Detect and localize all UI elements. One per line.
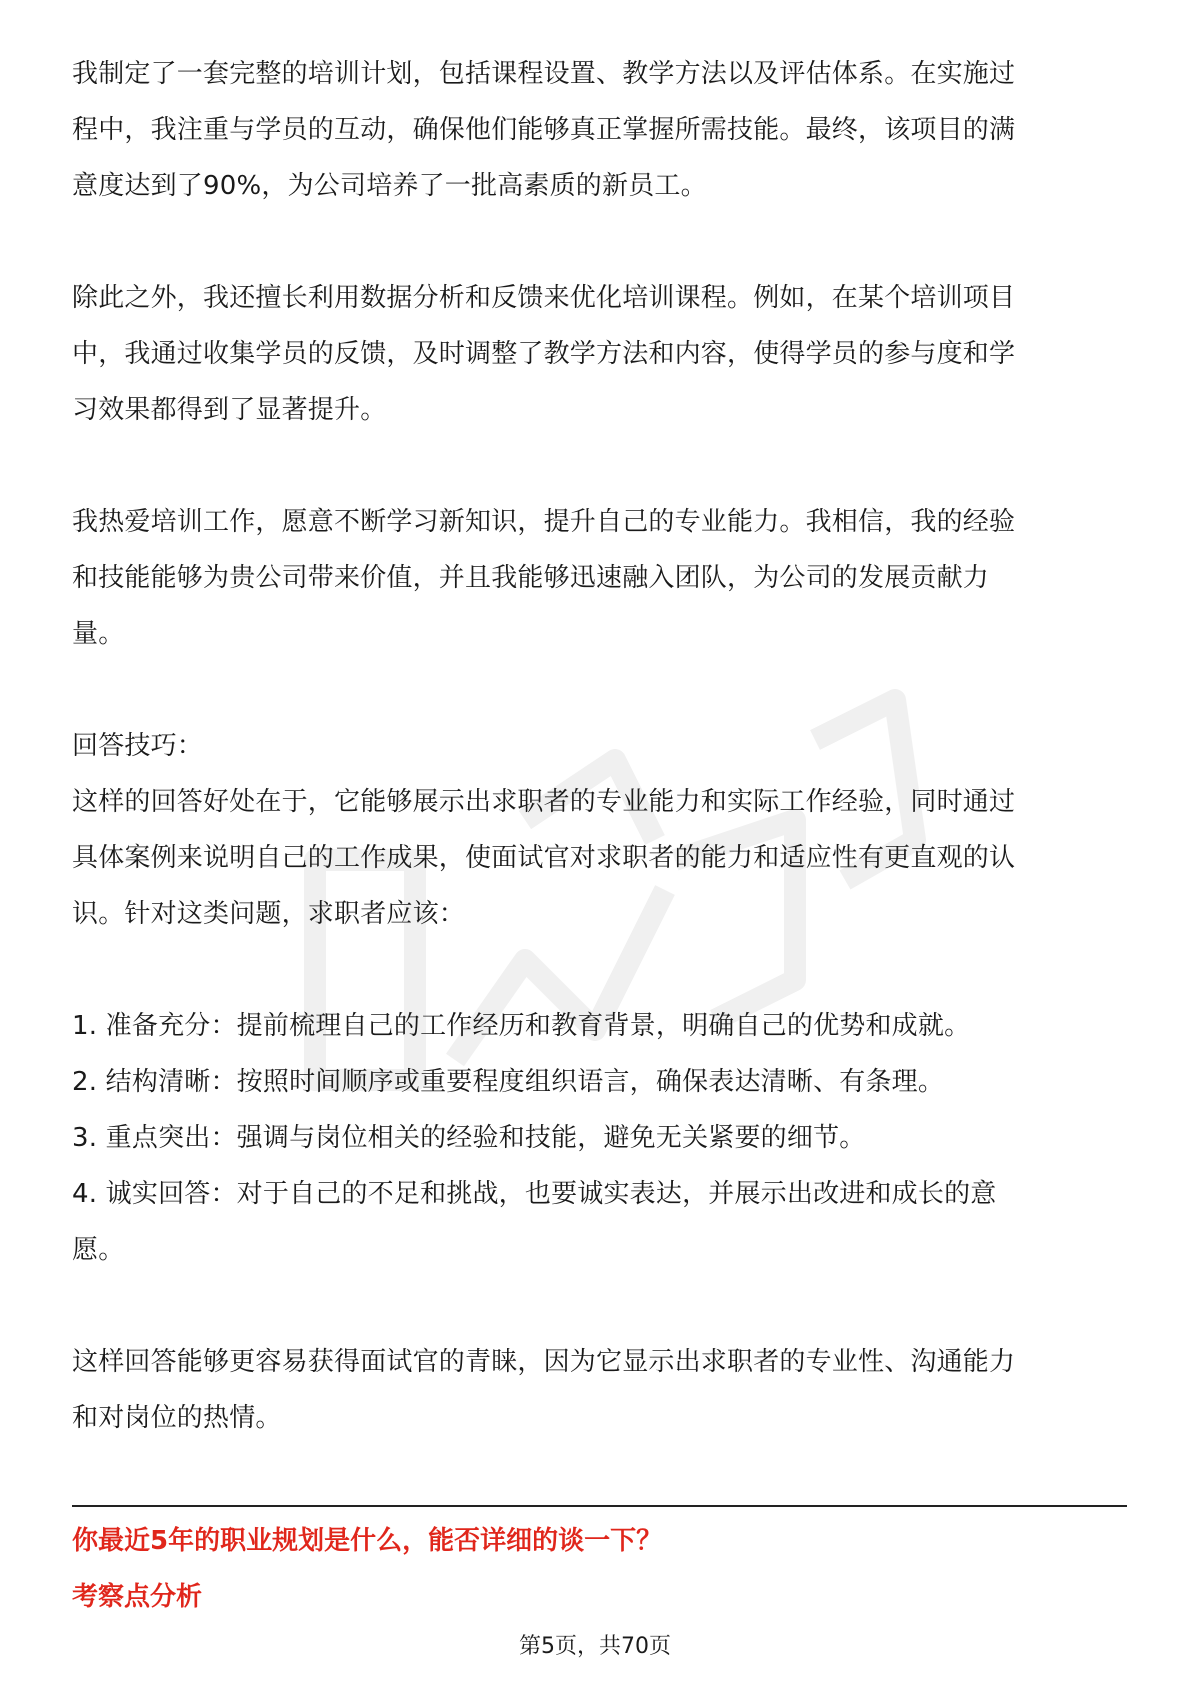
text-line: 中，我通过收集学员的反馈，及时调整了教学方法和内容，使得学员的参与度和学 bbox=[72, 339, 1016, 369]
tips-heading: 回答技巧： bbox=[72, 731, 204, 761]
text-line: 除此之外，我还擅长利用数据分析和反馈来优化培训课程。例如，在某个培训项目 bbox=[72, 283, 1016, 313]
page-number: 第5页，共70页 bbox=[519, 1634, 671, 1659]
text-line: 具体案例来说明自己的工作成果，使面试官对求职者的能力和适应性有更直观的认 bbox=[72, 843, 1016, 873]
paragraph-passion bbox=[72, 494, 1127, 662]
text-line: 程中，我注重与学员的互动，确保他们能够真正掌握所需技能。最终，该项目的满 bbox=[72, 115, 1016, 145]
paragraph-conclusion bbox=[72, 1334, 1127, 1446]
list-item: 1. 准备充分：提前梳理自己的工作经历和教育背景，明确自己的优势和成就。 bbox=[72, 1011, 971, 1041]
interview-question: 你最近5年的职业规划是什么，能否详细的谈一下？ bbox=[72, 1526, 663, 1556]
text-line: 和技能能够为贵公司带来价值，并且我能够迅速融入团队，为公司的发展贡献力 bbox=[72, 563, 990, 593]
text-line: 这样回答能够更容易获得面试官的青睐，因为它显示出求职者的专业性、沟通能力 bbox=[72, 1347, 1016, 1377]
list-item-continuation: 愿。 bbox=[72, 1235, 125, 1265]
list-item: 3. 重点突出：强调与岗位相关的经验和技能，避免无关紧要的细节。 bbox=[72, 1123, 866, 1153]
text-line: 识。针对这类问题，求职者应该： bbox=[72, 899, 466, 929]
text-line: 习效果都得到了显著提升。 bbox=[72, 395, 387, 425]
text-line: 我热爱培训工作，愿意不断学习新知识，提升自己的专业能力。我相信，我的经验 bbox=[72, 507, 1016, 537]
paragraph-training-plan bbox=[72, 46, 1127, 214]
paragraph-gap bbox=[72, 1278, 1127, 1334]
body-content bbox=[72, 46, 1127, 1446]
paragraph-gap bbox=[72, 662, 1127, 718]
section-divider bbox=[72, 1505, 1127, 1507]
text-line: 这样的回答好处在于，它能够展示出求职者的专业能力和实际工作经验，同时通过 bbox=[72, 787, 1016, 817]
paragraph-data-analysis bbox=[72, 270, 1127, 438]
paragraph-gap bbox=[72, 214, 1127, 270]
text-line: 和对岗位的热情。 bbox=[72, 1403, 282, 1433]
list-item: 4. 诚实回答：对于自己的不足和挑战，也要诚实表达，并展示出改进和成长的意 bbox=[72, 1179, 997, 1209]
paragraph-answer-tips bbox=[72, 718, 1127, 942]
text-line: 我制定了一套完整的培训计划，包括课程设置、教学方法以及评估体系。在实施过 bbox=[72, 59, 1016, 89]
text-line: 意度达到了90%，为公司培养了一批高素质的新员工。 bbox=[72, 171, 707, 201]
list-item: 2. 结构清晰：按照时间顺序或重要程度组织语言，确保表达清晰、有条理。 bbox=[72, 1067, 945, 1097]
paragraph-gap bbox=[72, 942, 1127, 998]
paragraph-gap bbox=[72, 438, 1127, 494]
tips-list bbox=[72, 998, 1127, 1278]
section-subheading: 考察点分析 bbox=[72, 1582, 203, 1612]
text-line: 量。 bbox=[72, 619, 125, 649]
